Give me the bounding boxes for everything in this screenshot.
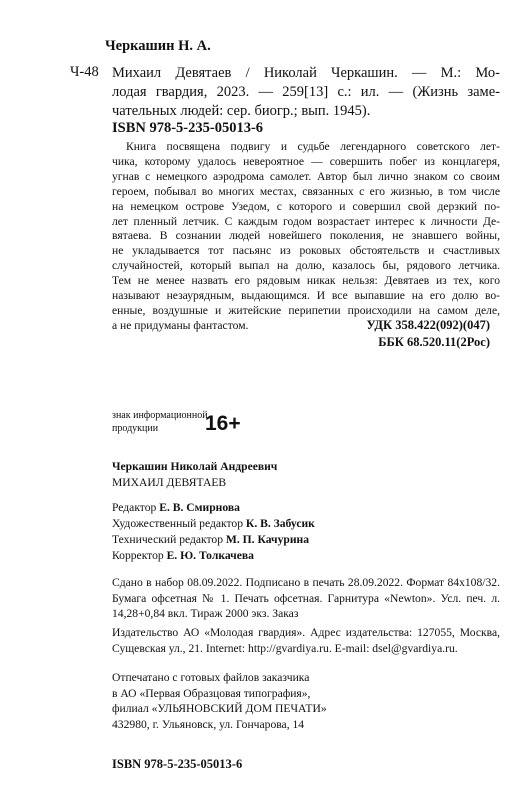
printer-info — [112, 670, 500, 732]
printer-line: Отпечатано с готовых файлов заказчика — [112, 671, 310, 684]
bib-line: чательных людей: сер. биогр.; вып. 1945). — [112, 103, 371, 119]
publisher-info — [112, 625, 500, 656]
staff-name: К. В. Забусик — [245, 517, 315, 530]
publisher-line: Сущевская ул., 21. Internet: http://gvardiya.ru. E-mail: dsel@gvardiya.ru. — [112, 641, 458, 655]
annotation-line: вятаева. В сознании людей новейшего поколения, не знавшего войны, — [112, 229, 500, 243]
annotation-line: угнав с немецкого аэродрома самолет. Автор был лично знаком со своим — [112, 169, 500, 183]
bbk-code: ББК 68.520.11(2Рос) — [378, 335, 490, 349]
annotation-line: Тем не менее назвать его рядовым никак нельзя: Девятаев из тех, кого — [112, 274, 500, 288]
annotation-line: Книга посвящена подвигу и судьбе легендарного советского лет- — [126, 140, 500, 153]
staff-name: М. П. Качурина — [225, 533, 310, 546]
staff-role: Художественный редактор — [112, 517, 246, 530]
staff-name: Е. В. Смирнова — [159, 501, 240, 514]
print-line: Бумага офсетная № 1. Печать офсетная. Гарнитура «Newton». Усл. печ. л. — [112, 591, 500, 605]
isbn-bottom: ISBN 978-5-235-05013-6 — [112, 757, 243, 771]
colophon-title: МИХАИЛ ДЕВЯТАЕВ — [112, 476, 227, 489]
annotation-line: а не придуманы фантастом. — [112, 318, 249, 332]
call-number: Ч-48 — [70, 64, 99, 80]
printer-line: в АО «Первая Образцовая типография», — [112, 686, 311, 700]
age-rating-label-line: знак информационной — [112, 410, 208, 421]
bibliographic-record — [112, 64, 500, 121]
printer-line: филиал «УЛЬЯНОВСКИЙ ДОМ ПЕЧАТИ» — [112, 702, 327, 715]
staff-role: Технический редактор — [112, 533, 226, 546]
udk-code: УДК 358.422(092)(047) — [366, 318, 490, 332]
staff-art-editor — [112, 517, 315, 530]
annotation-line: чика, которому удалось невероятное — совершить побег из концлагеря, — [112, 154, 500, 168]
annotation-line: лет пленный летчик. С каждым годом возрастает интерес к личности Де- — [112, 214, 500, 228]
colophon-author: Черкашин Николай Андреевич — [112, 460, 278, 473]
annotation-line: случайностей, который выпал на долю, казалось бы, рядового летчика. — [112, 259, 500, 273]
print-line: 14,28+0,84 вкл. Тираж 2000 экз. Заказ — [112, 607, 299, 620]
annotation-line: героем, побывал во многих местах, связанных с его жизнью, в том числе — [112, 184, 500, 198]
isbn-top: ISBN 978-5-235-05013-6 — [112, 120, 264, 136]
age-rating-mark: 16+ — [205, 412, 241, 435]
staff-role: Редактор — [112, 501, 160, 514]
staff-editor — [112, 501, 240, 514]
bib-line: Михаил Девятаев / Николай Черкашин. — М.: Мо- — [112, 65, 500, 81]
staff-role: Корректор — [112, 549, 167, 562]
staff-name: Е. Ю. Толкачева — [166, 549, 254, 562]
annotation-line: не укладывается тот пасьянс из роковых обстоятельств и счастливых — [112, 244, 500, 258]
printer-line: 432980, г. Ульяновск, ул. Гончарова, 14 — [112, 717, 305, 731]
annotation — [112, 140, 500, 334]
publisher-line: Издательство АО «Молодая гвардия». Адрес издательства: 127055, Москва, — [112, 626, 500, 639]
print-details — [112, 575, 500, 622]
annotation-line: на немецком острове Узедом, с которого и совершил свой дерзкий по- — [112, 199, 500, 213]
staff-proofreader — [112, 549, 254, 562]
staff-tech-editor — [112, 533, 309, 546]
annotation-line: называют незаурядным, выдающимся. И все выпавшие на его долю во- — [112, 289, 500, 303]
author-heading: Черкашин Н. А. — [105, 38, 211, 54]
bib-line: лодая гвардия, 2023. — 259[13] с.: ил. — (Жизнь заме- — [112, 84, 500, 100]
annotation-line: енные, воздушные и житейские перипетии происходили на самом деле, — [112, 303, 500, 317]
print-line: Сдано в набор 08.09.2022. Подписано в печать 28.09.2022. Формат 84х108/32. — [112, 576, 500, 589]
age-rating-label-line: продукции — [112, 423, 159, 434]
